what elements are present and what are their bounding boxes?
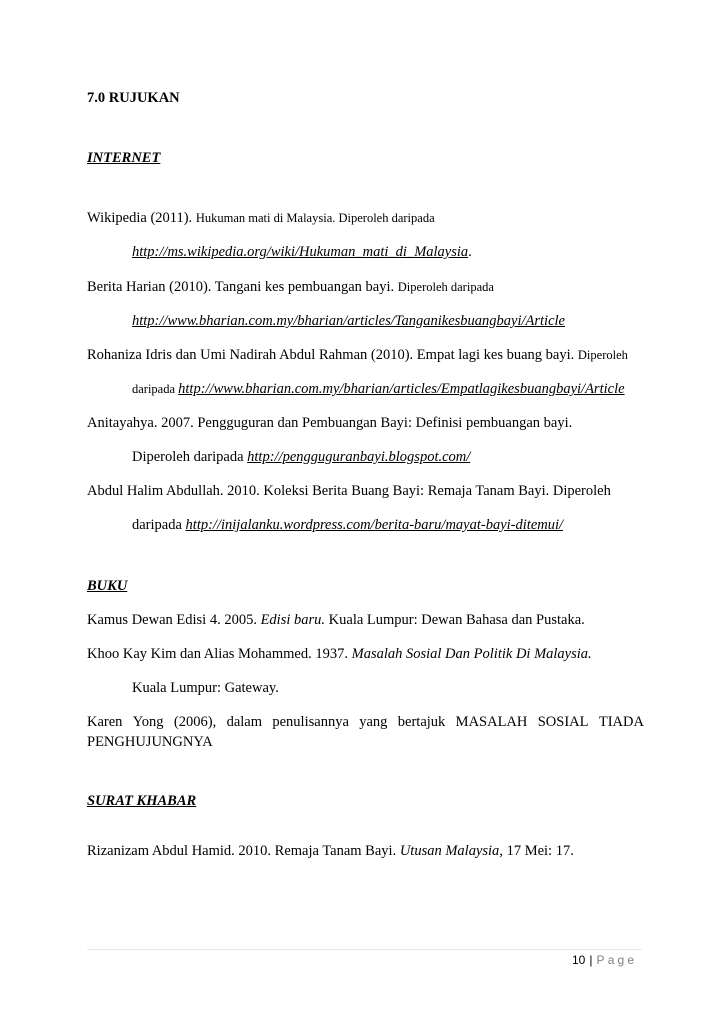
page-label: Page: [596, 953, 638, 967]
reference-entry: Rohaniza Idris dan Umi Nadirah Abdul Rahman (2010). Empat lagi kes buang bayi. Diperoleh: [87, 347, 628, 363]
reference-entry-line2: daripada http://inijalanku.wordpress.com/berita-baru/mayat-bayi-ditemui/: [132, 517, 564, 533]
footer-divider: [87, 949, 642, 950]
reference-link[interactable]: http://inijalanku.wordpress.com/berita-baru/mayat-bayi-ditemui/: [185, 517, 564, 533]
section-heading-buku: BUKU: [87, 578, 128, 594]
reference-entry: Khoo Kay Kim dan Alias Mohammed. 1937. Masalah Sosial Dan Politik Di Malaysia.: [87, 646, 592, 662]
reference-entry-line2: PENGHUJUNGNYA: [87, 734, 213, 750]
page-number: 10: [572, 953, 586, 967]
page-footer: [572, 953, 637, 967]
reference-entry: Abdul Halim Abdullah. 2010. Koleksi Berita Buang Bayi: Remaja Tanam Bayi. Diperoleh: [87, 483, 611, 499]
section-heading-internet: INTERNET: [87, 150, 161, 166]
reference-entry: Wikipedia (2011). Hukuman mati di Malaysia. Diperoleh daripada: [87, 210, 435, 226]
reference-link[interactable]: http://ms.wikipedia.org/wiki/Hukuman_mati_di_Malaysia: [132, 244, 469, 260]
reference-entry: Anitayahya. 2007. Pengguguran dan Pembuangan Bayi: Definisi pembuangan bayi.: [87, 415, 573, 431]
reference-link[interactable]: http://www.bharian.com.my/bharian/articles/Tanganikesbuangbayi/Article: [132, 313, 565, 329]
page-heading: 7.0 RUJUKAN: [87, 90, 180, 106]
section-heading-surat-khabar: SURAT KHABAR: [87, 793, 197, 809]
reference-entry-line2: http://ms.wikipedia.org/wiki/Hukuman_mati_di_Malaysia.: [132, 244, 472, 260]
reference-entry-line2: Kuala Lumpur: Gateway.: [132, 680, 279, 696]
reference-entry: Berita Harian (2010). Tangani kes pembuangan bayi. Diperoleh daripada: [87, 279, 494, 295]
reference-entry-line2: [132, 312, 565, 330]
reference-entry: Kamus Dewan Edisi 4. 2005. Edisi baru. Kuala Lumpur: Dewan Bahasa dan Pustaka.: [87, 612, 585, 628]
footer-separator: |: [589, 953, 593, 967]
reference-entry-line2: Diperoleh daripada http://pengguguranbayi.blogspot.com/: [132, 449, 471, 465]
reference-entry-justified: Karen Yong (2006), dalam penulisannya yang bertajuk MASALAH SOSIAL TIADA: [87, 714, 644, 730]
reference-entry: Rizanizam Abdul Hamid. 2010. Remaja Tanam Bayi. Utusan Malaysia, 17 Mei: 17.: [87, 843, 574, 859]
reference-link[interactable]: http://www.bharian.com.my/bharian/articles/Empatlagikesbuangbayi/Article: [178, 381, 625, 397]
reference-entry-line2: daripada http://www.bharian.com.my/bharian/articles/Empatlagikesbuangbayi/Article: [132, 381, 625, 397]
reference-link[interactable]: http://pengguguranbayi.blogspot.com/: [247, 449, 471, 465]
